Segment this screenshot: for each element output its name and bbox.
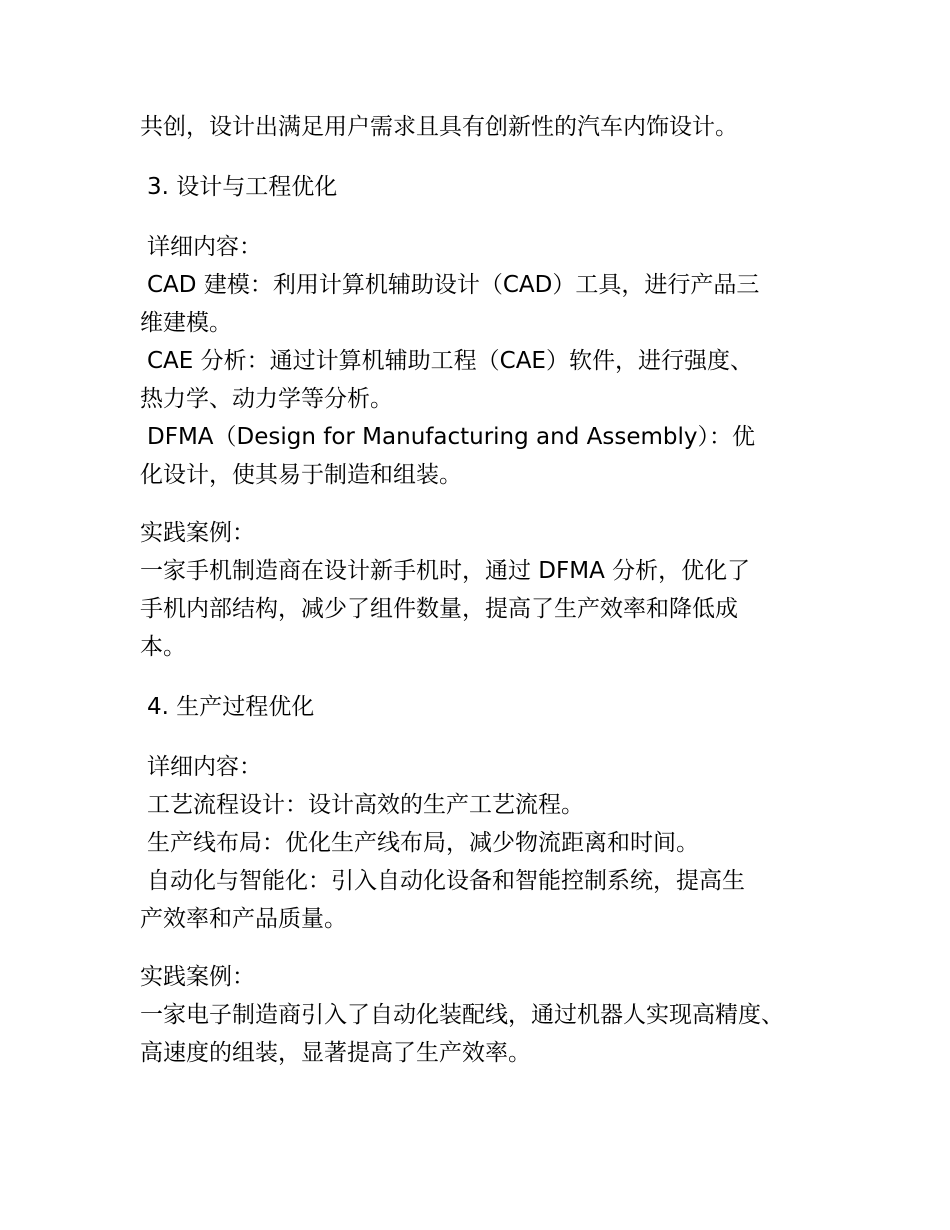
section-4-item-automation-cont: 产效率和产品质量。 xyxy=(140,906,347,932)
section-4-item-layout: 生产线布局：优化生产线布局，减少物流距离和时间。 xyxy=(147,830,699,856)
section-4-item-process: 工艺流程设计：设计高效的生产工艺流程。 xyxy=(147,792,584,818)
intro-text: 共创，设计出满足用户需求且具有创新性的汽车内饰设计。 xyxy=(140,114,738,140)
section-3-case-label: 实践案例： xyxy=(140,520,255,546)
section-3-case-text-2: 手机内部结构，减少了组件数量，提高了生产效率和降低成 xyxy=(140,596,738,622)
section-4-case-label: 实践案例： xyxy=(140,964,255,990)
section-4-heading: 4. 生产过程优化 xyxy=(147,694,315,720)
section-3-case-text-3: 本。 xyxy=(140,634,186,660)
section-3-item-cae-cont: 热力学、动力学等分析。 xyxy=(140,386,393,412)
section-3-item-dfma-cont: 化设计，使其易于制造和组装。 xyxy=(140,462,462,488)
section-3-item-cae: CAE 分析：通过计算机辅助工程（CAE）软件，进行强度、 xyxy=(147,348,753,374)
section-3-item-dfma: DFMA（Design for Manufacturing and Assembly）：优 xyxy=(147,424,755,450)
section-4-item-automation: 自动化与智能化：引入自动化设备和智能控制系统，提高生 xyxy=(147,868,745,894)
section-4-case-text-2: 高速度的组装，显著提高了生产效率。 xyxy=(140,1040,531,1066)
section-4-detail-label: 详细内容： xyxy=(147,754,262,780)
section-3-detail-label: 详细内容： xyxy=(147,234,262,260)
document-page xyxy=(140,108,840,1072)
section-3-item-cad: CAD 建模：利用计算机辅助设计（CAD）工具，进行产品三 xyxy=(147,272,760,298)
section-3-item-cad-cont: 维建模。 xyxy=(140,310,232,336)
section-4-case-text-1: 一家电子制造商引入了自动化装配线，通过机器人实现高精度、 xyxy=(140,1002,784,1028)
section-3-case-text-1: 一家手机制造商在设计新手机时，通过 DFMA 分析，优化了 xyxy=(140,558,751,584)
section-3-heading: 3. 设计与工程优化 xyxy=(147,174,338,200)
